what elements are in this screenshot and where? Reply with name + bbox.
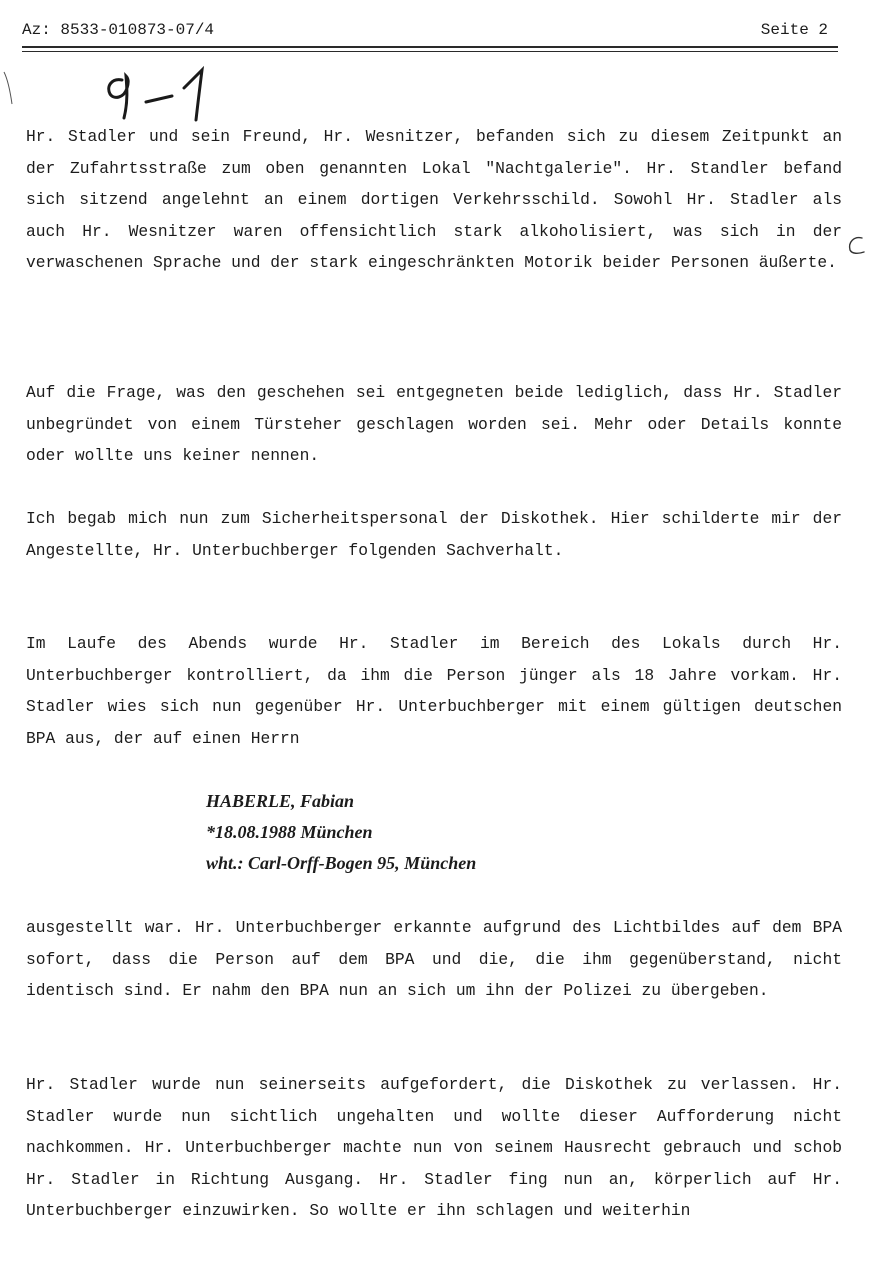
person-address: wht.: Carl-Orff-Bogen 95, München: [206, 853, 477, 873]
paragraph-question: Auf die Frage, was den geschehen sei entgegneten beide lediglich, dass Hr. Stadler unbegründet von einem Türsteher geschlagen worden sei. Mehr oder Details konnte oder wollte uns keiner nennen.: [26, 383, 842, 465]
person-block: [206, 786, 476, 879]
handwritten-note: [100, 62, 240, 122]
margin-check-mark: [844, 232, 866, 258]
page-number: Seite 2: [760, 21, 828, 39]
paragraph-security-staff: Ich begab mich nun zum Sicherheitspersonal der Diskothek. Hier schilderte mir der Angestellte, Hr. Unterbuchberger folgenden Sachverhalt.: [26, 509, 842, 560]
paragraph-situation: Hr. Stadler und sein Freund, Hr. Wesnitzer, befanden sich zu diesem Zeitpunkt an der Zufahrtsstraße zum oben genannten Lokal "Nachtgalerie". Hr. Standler befand sich sitzend angelehnt an einem dortigen Verkehrsschild. Sowohl Hr. Stadler als auch Hr. Wesnitzer waren offensichtlich stark alkoholisiert, was sich in der verwaschenen Sprache und der stark eingeschränkten Motorik beider Personen äußerte.: [26, 127, 842, 272]
paragraph-escalation: Hr. Stadler wurde nun seinerseits aufgefordert, die Diskothek zu verlassen. Hr. Stadler wurde nun sichtlich ungehalten und wollte dieser Aufforderung nicht nachkommen. Hr. Unterbuchberger machte nun von seinem Hausrecht gebrauch und schob Hr. Stadler in Richtung Ausgang. Hr. Stadler fing nun an, körperlich auf Hr. Unterbuchberger einzuwirken. So wollte er ihn schlagen und weiterhin: [26, 1075, 842, 1220]
file-reference: Az: 8533-010873-07/4: [22, 21, 215, 39]
paragraph-id-mismatch: ausgestellt war. Hr. Unterbuchberger erkannte aufgrund des Lichtbildes auf dem BPA sofort, dass die Person auf dem BPA und die, die ihm gegenüberstand, nicht identisch sind. Er nahm den BPA nun an sich um ihn der Polizei zu übergeben.: [26, 918, 842, 1000]
person-birth: *18.08.1988 München: [206, 822, 373, 842]
margin-scribble: [2, 70, 16, 106]
person-name: HABERLE, Fabian: [206, 791, 355, 811]
header-rule-upper: [22, 46, 838, 48]
header-rule-lower: [22, 51, 838, 52]
paragraph-id-check: Im Laufe des Abends wurde Hr. Stadler im Bereich des Lokals durch Hr. Unterbuchberger kontrolliert, da ihm die Person jünger als 18 Jahre vorkam. Hr. Stadler wies sich nun gegenüber Hr. Unterbuchberger mit einem gültigen deutschen BPA aus, der auf einen Herrn: [26, 634, 842, 748]
